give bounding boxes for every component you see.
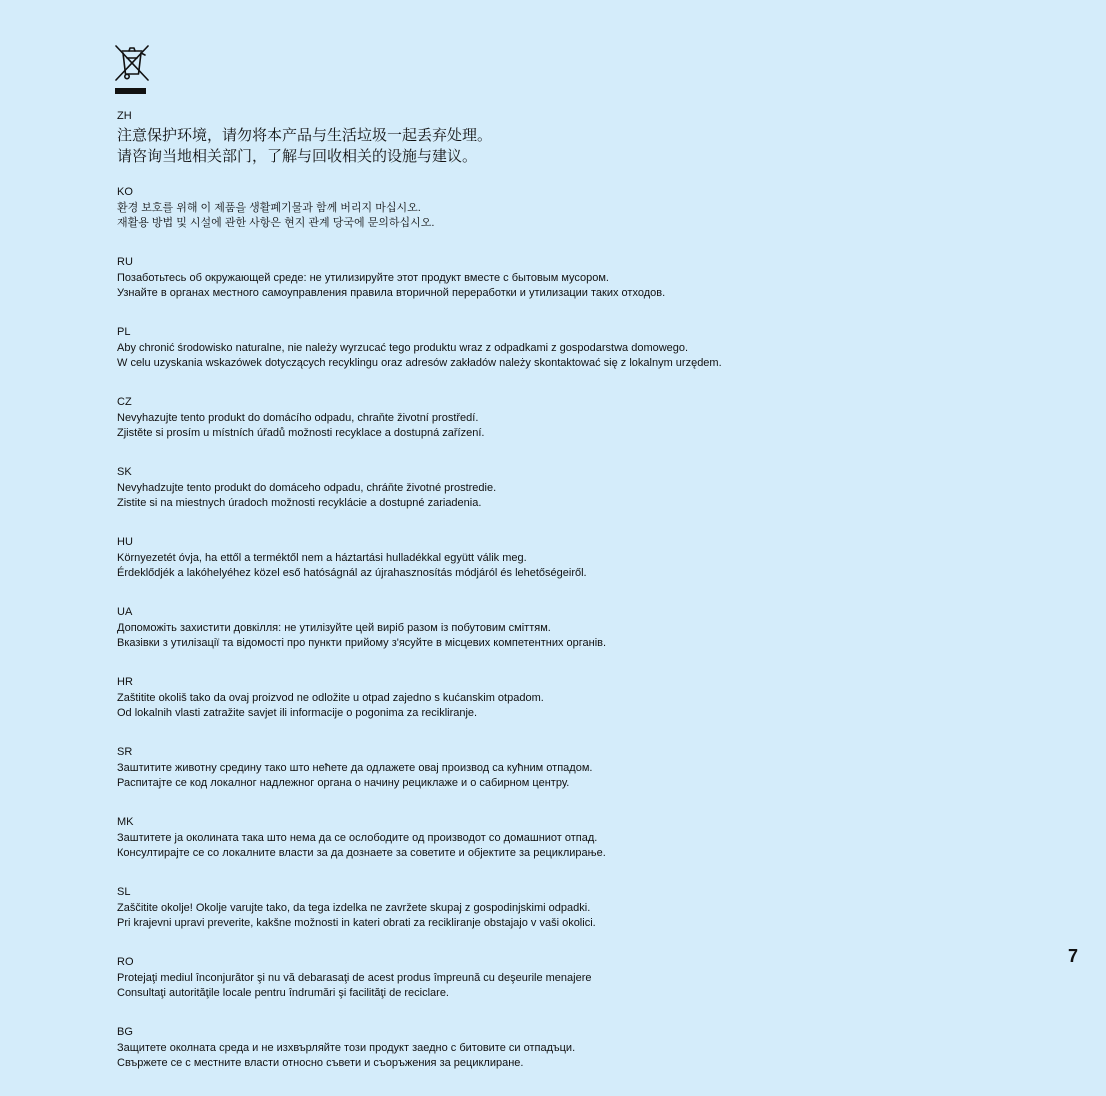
notice-line: Zaščitite okolje! Okolje varujte tako, da tega izdelka ne zavržete skupaj z gospodinjskimi odpadki. <box>117 902 591 914</box>
section-sr <box>117 746 1017 791</box>
language-code: UA <box>117 606 133 618</box>
section-sk <box>117 466 1017 511</box>
notice-line: Érdeklődjék a lakóhelyéhez közel eső hatóságnál az újrahasznosítás módjáról és lehetőségeiről. <box>117 567 587 579</box>
section-ro <box>117 956 1017 1001</box>
notice-line: Od lokalnih vlasti zatražite savjet ili informacije o pogonima za recikliranje. <box>117 707 478 719</box>
section-pl <box>117 326 1017 371</box>
language-code: ZH <box>117 110 132 122</box>
notice-line: Aby chronić środowisko naturalne, nie należy wyrzucać tego produktu wraz z odpadkami z gospodarstwa domowego. <box>117 342 689 354</box>
section-sl <box>117 886 1017 931</box>
section-ko <box>117 186 1017 231</box>
notice-line: Protejaţi mediul înconjurător şi nu vă debarasaţi de acest produs împreună cu deşeurile menajere <box>117 972 592 984</box>
notice-line: Позаботьтесь об окружающей среде: не утилизируйте этот продукт вместе с бытовым мусором. <box>117 272 609 284</box>
language-code: HR <box>117 676 133 688</box>
notice-line: 환경 보호를 위해 이 제품을 생활폐기물과 함께 버리지 마십시오. <box>117 202 421 214</box>
notice-line: 请咨询当地相关部门，了解与回收相关的设施与建议。 <box>117 148 478 165</box>
section-hu <box>117 536 1017 581</box>
language-code: RU <box>117 256 133 268</box>
notice-line: Допоможіть захистити довкілля: не утилізуйте цей виріб разом із побутовим сміттям. <box>117 622 551 634</box>
notice-line: Környezetét óvja, ha ettől a terméktől nem a háztartási hulladékkal együtt válik meg. <box>117 552 527 564</box>
notice-line: Zistite si na miestnych úradoch možnosti recyklácie a dostupné zariadenia. <box>117 497 482 509</box>
notice-line: Вказівки з утилізації та відомості про пункти прийому з'ясуйте в місцевих компетентних органів. <box>117 637 607 649</box>
crossed-out-wheelie-bin-icon <box>112 42 152 98</box>
disposal-notice <box>117 110 1017 1096</box>
language-code: BG <box>117 1026 133 1038</box>
section-mk <box>117 816 1017 861</box>
notice-line: Защитете околната среда и не изхвърляйте този продукт заедно с битовите си отпадъци. <box>117 1042 576 1054</box>
notice-line: Узнайте в органах местного самоуправления правила вторичной переработки и утилизации таких отходов. <box>117 287 666 299</box>
language-code: MK <box>117 816 134 828</box>
notice-line: 注意保护环境，请勿将本产品与生活垃圾一起丢弃处理。 <box>117 127 493 144</box>
notice-line: Nevyhadzujte tento produkt do domáceho odpadu, chráňte životné prostredie. <box>117 482 497 494</box>
section-zh <box>117 110 1017 167</box>
section-cz <box>117 396 1017 441</box>
notice-line: Nevyhazujte tento produkt do domácího odpadu, chraňte životní prostředí. <box>117 412 479 424</box>
notice-line: Заштитите животну средину тако што нећете да одлажете овај производ са кућним отпадом. <box>117 762 593 774</box>
language-code: KO <box>117 186 133 198</box>
language-code: SL <box>117 886 131 898</box>
language-code: RO <box>117 956 134 968</box>
notice-line: Zaštitite okoliš tako da ovaj proizvod ne odložite u otpad zajedno s kućanskim otpadom. <box>117 692 544 704</box>
notice-line: Consultaţi autorităţile locale pentru îndrumări şi facilităţi de reciclare. <box>117 987 449 999</box>
section-ru <box>117 256 1017 301</box>
notice-line: Свържете се с местните власти относно съвети и съоръжения за рециклиране. <box>117 1057 524 1069</box>
notice-line: Заштитете ја околината така што нема да се ослободите од производот со домашниот отпад. <box>117 832 598 844</box>
section-hr <box>117 676 1017 721</box>
notice-line: Распитајте се код локалног надлежног органа о начину рециклаже и о сабирном центру. <box>117 777 570 789</box>
section-bg <box>117 1026 1017 1071</box>
notice-line: W celu uzyskania wskazówek dotyczących recyklingu oraz adresów zakładów należy skontaktować się z lokalnym urzędem. <box>117 357 722 369</box>
section-ua <box>117 606 1017 651</box>
notice-line: Pri krajevni upravi preverite, kakšne možnosti in kateri obrati za recikliranje obstajajo v vaši okolici. <box>117 917 596 929</box>
language-code: PL <box>117 326 131 338</box>
notice-line: Zjistěte si prosím u místních úřadů možnosti recyklace a dostupná zařízení. <box>117 427 485 439</box>
language-code: SR <box>117 746 133 758</box>
language-code: HU <box>117 536 133 548</box>
language-code: SK <box>117 466 132 478</box>
language-code: CZ <box>117 396 132 408</box>
notice-line: Консултирајте се со локалните власти за да дознаете за советите и објектите за рециклирање. <box>117 847 606 859</box>
notice-line: 재활용 방법 및 시설에 관한 사항은 현지 관계 당국에 문의하십시오. <box>117 217 435 229</box>
page-number: 7 <box>1067 946 1078 966</box>
